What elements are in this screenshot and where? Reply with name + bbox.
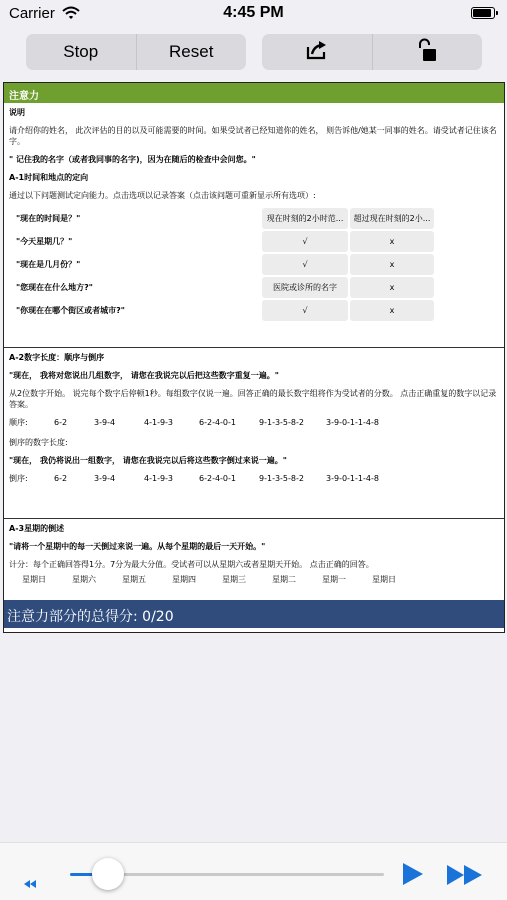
- status-bar: [0, 0, 507, 28]
- backward-instruction: "现在， 我仍将说出一组数字， 请您在我说完以后将这些数字倒过来说一遍。": [9, 456, 287, 465]
- carrier-label: Carrier: [9, 5, 55, 22]
- answer-option[interactable]: x: [350, 231, 434, 252]
- digit-item[interactable]: 6-2-4-0-1: [199, 418, 236, 427]
- a3-heading: A-3星期的倒述: [9, 524, 65, 533]
- answer-option[interactable]: 现在时刻的2小时范...: [262, 208, 348, 229]
- progress-slider-thumb[interactable]: [92, 858, 124, 890]
- stop-reset-segment: [26, 34, 246, 70]
- answer-option[interactable]: √: [262, 300, 348, 321]
- forward-label: 顺序:: [9, 418, 28, 427]
- audio-player: [0, 842, 507, 900]
- a3-scoring: 计分：每个正确回答得1分。7分为最大分值。受试者可以从星期六或者星期天开始。 点击正确的回答。: [9, 560, 374, 569]
- a1-heading: A-1时间和地点的定向: [9, 173, 89, 182]
- orientation-section: [4, 103, 504, 347]
- answer-option[interactable]: x: [350, 277, 434, 298]
- digit-item[interactable]: 3-9-0-1-1-4-8: [326, 474, 379, 483]
- forward-digits: [9, 417, 499, 428]
- share-icon: [306, 40, 328, 65]
- digit-item[interactable]: 9-1-3-5-8-2: [259, 418, 304, 427]
- answer-option[interactable]: √: [262, 254, 348, 275]
- digit-item[interactable]: 4-1-9-3: [144, 474, 174, 483]
- question-row[interactable]: [9, 254, 499, 277]
- digit-item[interactable]: 3-9-4: [94, 418, 116, 427]
- a1-prompt: 通过以下问题测试定向能力。点击选项以记录答案（点击该问题可重新显示所有选项）:: [9, 191, 316, 200]
- question-text: "您现在在什么地方?": [16, 283, 93, 292]
- answer-option[interactable]: x: [350, 300, 434, 321]
- progress-track[interactable]: [106, 873, 384, 876]
- toolbar: [0, 28, 507, 80]
- remember-statement: " 记住我的名字（或者我同事的名字)，因为在随后的检查中会问您。": [9, 155, 256, 164]
- rewind-icon[interactable]: [24, 873, 36, 892]
- day-item[interactable]: 星期六: [72, 575, 96, 584]
- a2-heading: A-2数字长度：顺序与倒序: [9, 353, 105, 362]
- question-text: "现在的时间是？": [16, 214, 81, 223]
- answer-option[interactable]: √: [262, 231, 348, 252]
- instructions-intro: 请介绍你的姓名， 此次评估的目的以及可能需要的时间。如果受试者已经知道你的姓名， 则告诉他/她某一同事的姓名。请受试者记住该名字。: [9, 126, 497, 146]
- question-row[interactable]: [9, 208, 499, 231]
- play-icon[interactable]: [402, 862, 424, 890]
- digit-item[interactable]: 3-9-0-1-1-4-8: [326, 418, 379, 427]
- lock-button[interactable]: [372, 34, 483, 70]
- question-text: "现在是几月份？": [16, 260, 81, 269]
- day-item[interactable]: 星期日: [372, 575, 396, 584]
- attention-form: [3, 82, 505, 633]
- share-lock-segment: [262, 34, 482, 70]
- battery-icon: [471, 7, 495, 19]
- total-score-bar: 注意力部分的总得分: 0/20: [4, 600, 504, 628]
- question-row[interactable]: [9, 231, 499, 254]
- backward-digits: [9, 473, 499, 484]
- answer-option[interactable]: 超过现在时刻的2小...: [350, 208, 434, 229]
- digit-item[interactable]: 9-1-3-5-8-2: [259, 474, 304, 483]
- days-list: [9, 574, 499, 585]
- backward-heading: 倒序的数字长度:: [9, 438, 68, 447]
- backward-label: 倒序:: [9, 474, 28, 483]
- digit-item[interactable]: 6-2: [54, 474, 68, 483]
- reset-button[interactable]: Reset: [136, 34, 247, 70]
- digit-item[interactable]: 6-2: [54, 418, 68, 427]
- a3-instruction: "请将一个星期中的每一天倒过来说一遍。从每个星期的最后一天开始。": [9, 542, 266, 551]
- unlock-icon: [417, 38, 437, 67]
- answer-option[interactable]: x: [350, 254, 434, 275]
- days-backward-section: [4, 518, 504, 585]
- answer-option[interactable]: 医院或诊所的名字: [262, 277, 348, 298]
- question-text: "你现在在哪个街区或者城市?": [16, 306, 125, 315]
- battery-level: [473, 9, 491, 17]
- digit-span-section: [4, 347, 504, 518]
- question-row[interactable]: [9, 300, 499, 323]
- fast-forward-icon[interactable]: [446, 864, 484, 890]
- digit-item[interactable]: 6-2-4-0-1: [199, 474, 236, 483]
- section-title: 注意力: [4, 83, 504, 103]
- share-button[interactable]: [262, 34, 372, 70]
- instructions-heading: 说明: [9, 108, 25, 117]
- day-item[interactable]: 星期日: [22, 575, 46, 584]
- day-item[interactable]: 星期四: [172, 575, 196, 584]
- clock: 4:45 PM: [223, 4, 284, 21]
- a2-instruction: "现在， 我将对您说出几组数字， 请您在我说完以后把这些数字重复一遍。": [9, 371, 279, 380]
- stop-button[interactable]: Stop: [63, 42, 99, 61]
- digit-item[interactable]: 3-9-4: [94, 474, 116, 483]
- question-text: "今天星期几？": [16, 237, 73, 246]
- day-item[interactable]: 星期二: [272, 575, 296, 584]
- digit-item[interactable]: 4-1-9-3: [144, 418, 174, 427]
- question-row[interactable]: [9, 277, 499, 300]
- day-item[interactable]: 星期一: [322, 575, 346, 584]
- day-item[interactable]: 星期五: [122, 575, 146, 584]
- a2-scoring: 从2位数字开始。 说完每个数字后停顿1秒。每组数字仅说一遍。回答正确的最长数字组将作为受试者的分数。 点击正确重复的数字以记录答案。: [9, 389, 497, 409]
- day-item[interactable]: 星期三: [222, 575, 246, 584]
